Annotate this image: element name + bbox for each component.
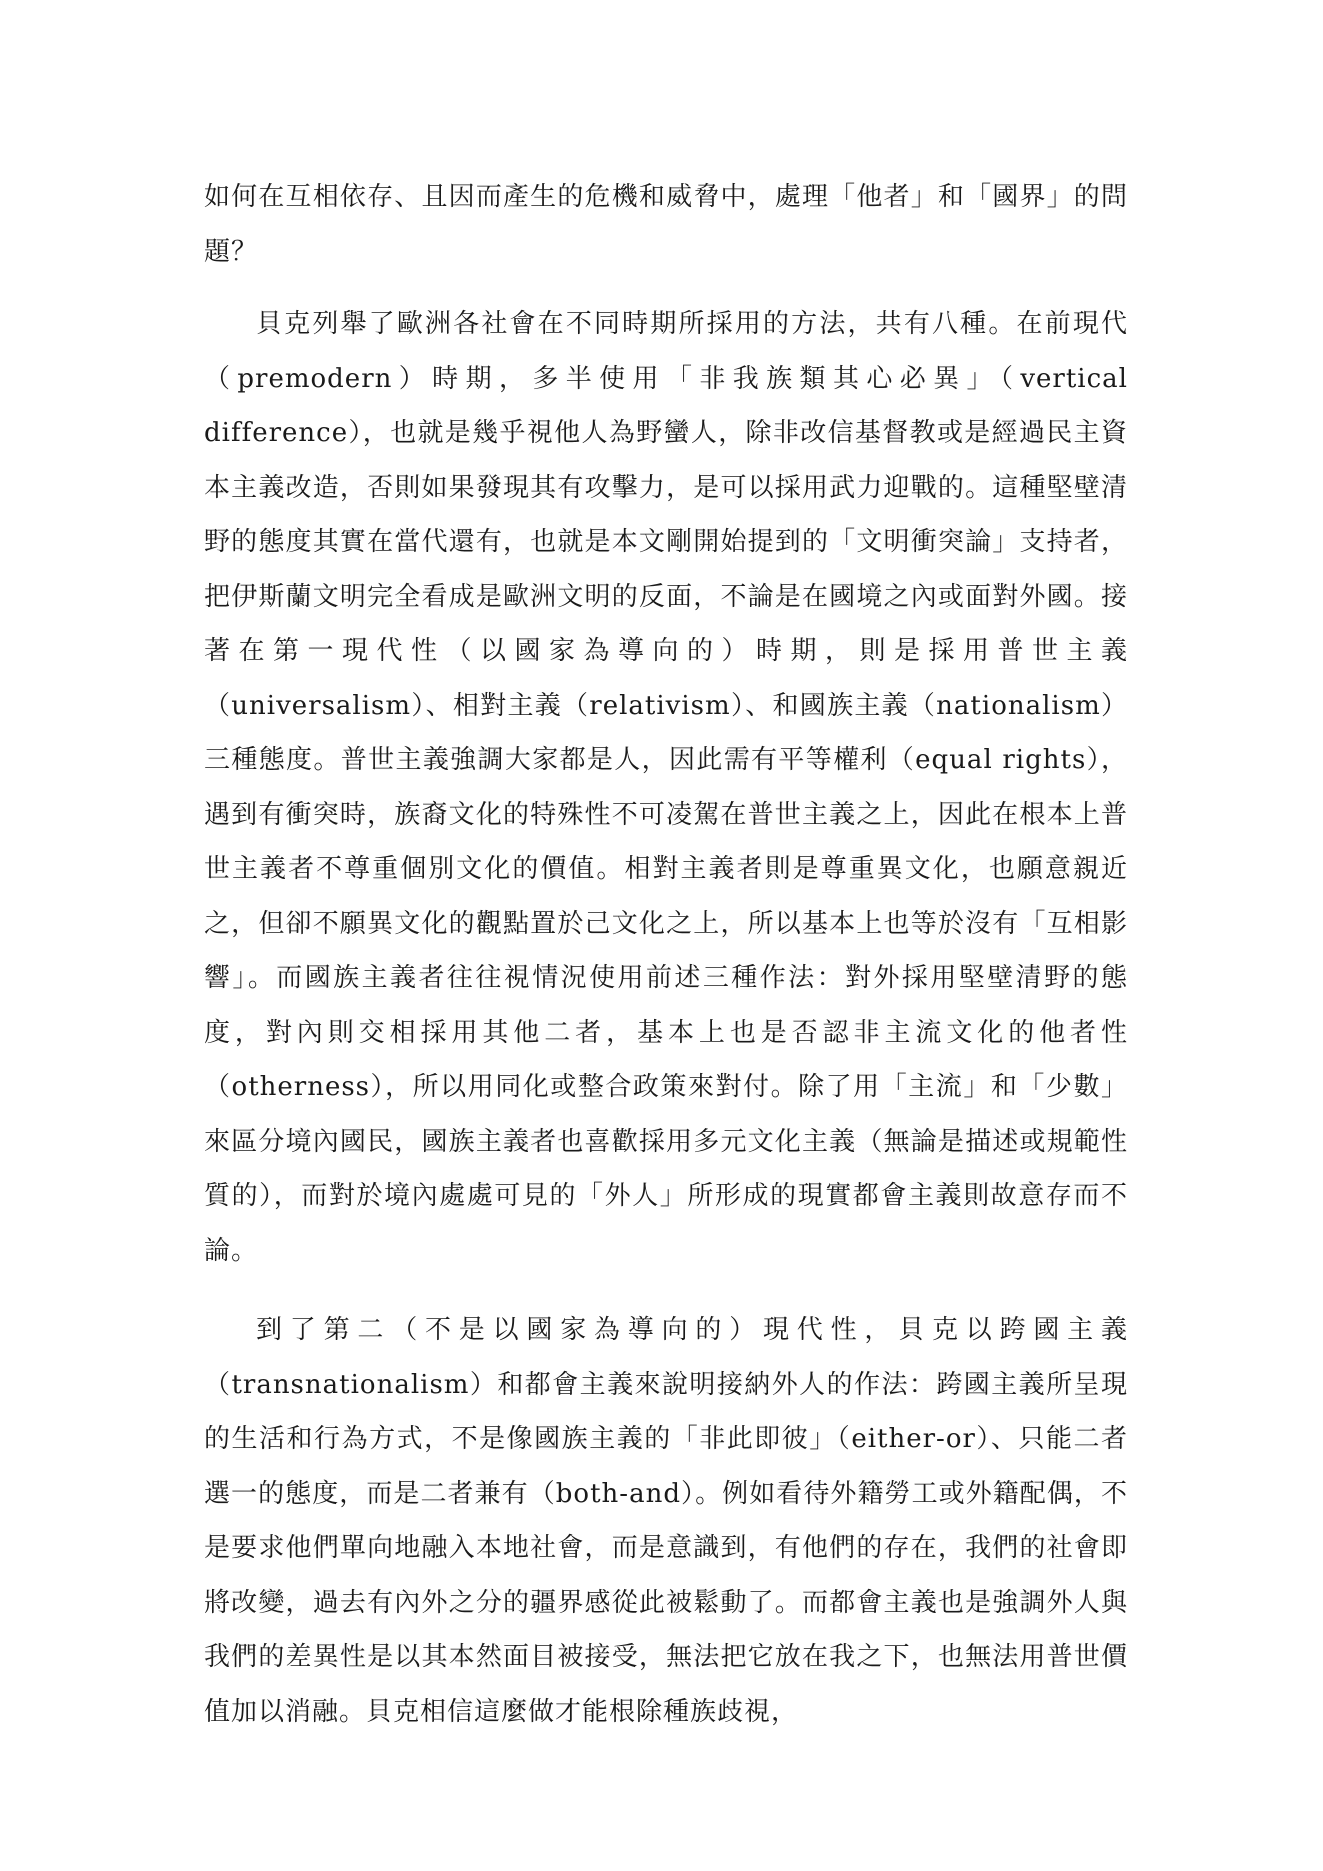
paragraph-text: 貝克列舉了歐洲各社會在不同時期所採用的方法，共有八種。在前現代（premodern）時期，多半使用「非我族類其心必異」（vertical difference），也就是幾乎視他人為野蠻人，除非改信基督教或是經過民主資本主義改造，否則如果發現其有攻擊力，是可以採用武力迎戰的。這種堅壁清野的態度其實在當代還有，也就是本文剛開始提到的「文明衝突論」支持者，把伊斯蘭文明完全看成是歐洲文明的反面，不論是在國境之內或面對外國。接著在第一現代性（以國家為導向的）時期，則是採用普世主義（universalism）、相對主義（relativism）、和國族主義（nationalism）三種態度。普世主義強調大家都是人，因此需有平等權利（equal rights），遇到有衝突時，族裔文化的特殊性不可凌駕在普世主義之上，因此在根本上普世主義者不尊重個別文化的價值。相對主義者則是尊重異文化，也願意親近之，但卻不願異文化的觀點置於己文化之上，所以基本上也等於沒有「互相影響」。而國族主義者往往視情況使用前述三種作法：對外採用堅壁清野的態度，對內則交相採用其他二者，基本上也是否認非主流文化的他者性（otherness），所以用同化或整合政策來對付。除了用「主流」和「少數」來區分境內國民，國族主義者也喜歡採用多元文化主義（無論是描述或規範性質的），而對於境內處處可見的「外人」所形成的現實都會主義則故意存而不論。 — [204, 309, 1128, 1266]
paragraph-3 — [204, 1303, 1128, 1739]
paragraph-2 — [204, 297, 1128, 1278]
paragraph-text: 到了第二（不是以國家為導向的）現代性，貝克以跨國主義（transnationalism）和都會主義來說明接納外人的作法：跨國主義所呈現的生活和行為方式，不是像國族主義的「非此即彼」（either-or）、只能二者選一的態度，而是二者兼有（both-and）。例如看待外籍勞工或外籍配偶，不是要求他們單向地融入本地社會，而是意識到，有他們的存在，我們的社會即將改變，過去有內外之分的疆界感從此被鬆動了。而都會主義也是強調外人與我們的差異性是以其本然面目被接受，無法把它放在我之下，也無法用普世價值加以消融。貝克相信這麼做才能根除種族歧視， — [204, 1315, 1128, 1727]
paragraph-text: 如何在互相依存、且因而產生的危機和威脅中，處理「他者」和「國界」的問題？ — [204, 182, 1128, 267]
paragraph-1 — [204, 170, 1128, 279]
